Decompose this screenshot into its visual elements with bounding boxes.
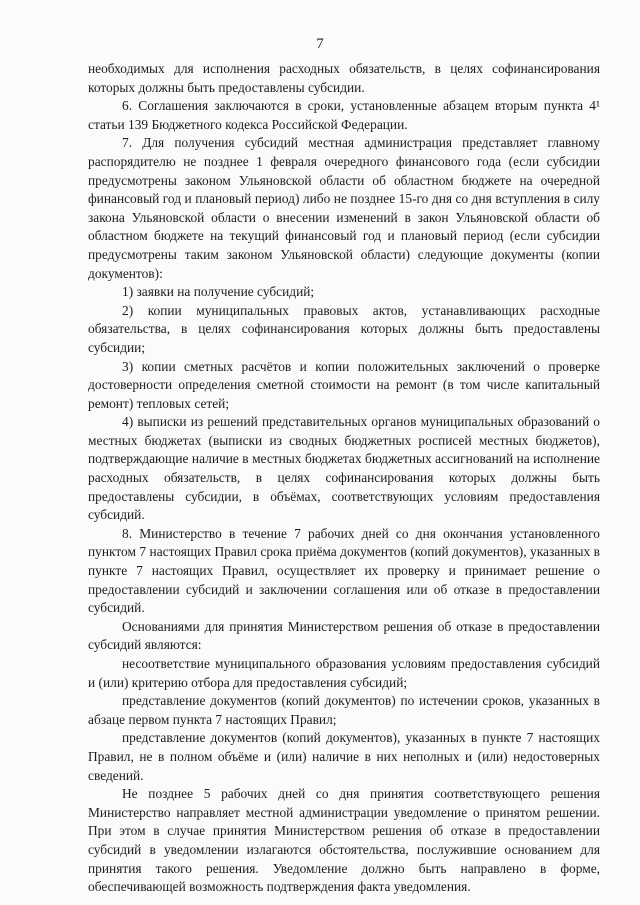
refusal-ground-3: представление документов (копий документов), указанных в пункте 7 настоящих Правил, не в полном объёме и (или) наличие в них неполных и (или) недостоверных сведений. <box>88 730 600 783</box>
list-item-4: 4) выписки из решений представительных органов муниципальных образований о местных бюджетах (выписки из сводных бюджетных росписей местных бюджетов), подтверждающие наличие в местных бюджетах бюджетных ассигнований на исполнение расходных обязательств, в целях софинансирования которых должны быть предоставлены субсидии, в объёмах, соответствующих условиям предоставления субсидий. <box>88 414 600 523</box>
refusal-ground-1: несоответствие муниципального образования условиям предоставления субсидий и (или) критерию отбора для предоставления субсидий; <box>88 656 600 690</box>
paragraph-6: 6. Соглашения заключаются в сроки, установленные абзацем вторым пункта 4¹ статьи 139 Бюджетного кодекса Российской Федерации. <box>88 98 600 132</box>
document-body <box>88 60 600 897</box>
paragraph-8: 8. Министерство в течение 7 рабочих дней со дня окончания установленного пунктом 7 настоящих Правил срока приёма документов (копий документов), указанных в пункте 7 настоящих Правил, осуществляет их проверку и принимает решение о предоставлении субсидий и заключении соглашения или об отказе в предоставлении субсидий. <box>88 525 600 616</box>
paragraph-7: 7. Для получения субсидий местная администрация представляет главному распорядителю не позднее 1 февраля очередного финансового года (если субсидии предусмотрены законом Ульяновской области об областном бюджете на очередной финансовый год и плановый период) либо не позднее 15-го дня со дня вступления в силу закона Ульяновской области о внесении изменений в закон Ульяновской области об областном бюджете на текущий финансовый год и плановый период (если субсидии предусмотрены таким законом Ульяновской области) следующие документы (копии документов): <box>88 135 600 281</box>
paragraph-continuation: необходимых для исполнения расходных обязательств, в целях софинансирования которых должны быть предоставлены субсидии. <box>88 61 600 95</box>
page-number: 7 <box>316 36 324 52</box>
list-item-2: 2) копии муниципальных правовых актов, устанавливающих расходные обязательства, в целях софинансирования которых должны быть предоставлены субсидии; <box>88 302 600 355</box>
list-item-1: 1) заявки на получение субсидий; <box>122 284 315 300</box>
refusal-ground-2: представление документов (копий документов) по истечении сроков, указанных в абзаце первом пункта 7 настоящих Правил; <box>88 693 600 727</box>
list-item-3: 3) копии сметных расчётов и копии положительных заключений о проверке достоверности определения сметной стоимости на ремонт (в том числе капитальный ремонт) тепловых сетей; <box>88 358 600 411</box>
paragraph-notification: Не позднее 5 рабочих дней со дня принятия соответствующего решения Министерство направляет местной администрации уведомление о принятом решении. При этом в случае принятия Министерством решения об отказе в предоставлении субсидий в уведомлении излагаются обстоятельства, послужившие основанием для принятия такого решения. Уведомление должно быть направлено в форме, обеспечивающей возможность подтверждения факта уведомления. <box>88 786 600 895</box>
paragraph-refusal-grounds: Основаниями для принятия Министерством решения об отказе в предоставлении субсидий являются: <box>88 618 600 653</box>
